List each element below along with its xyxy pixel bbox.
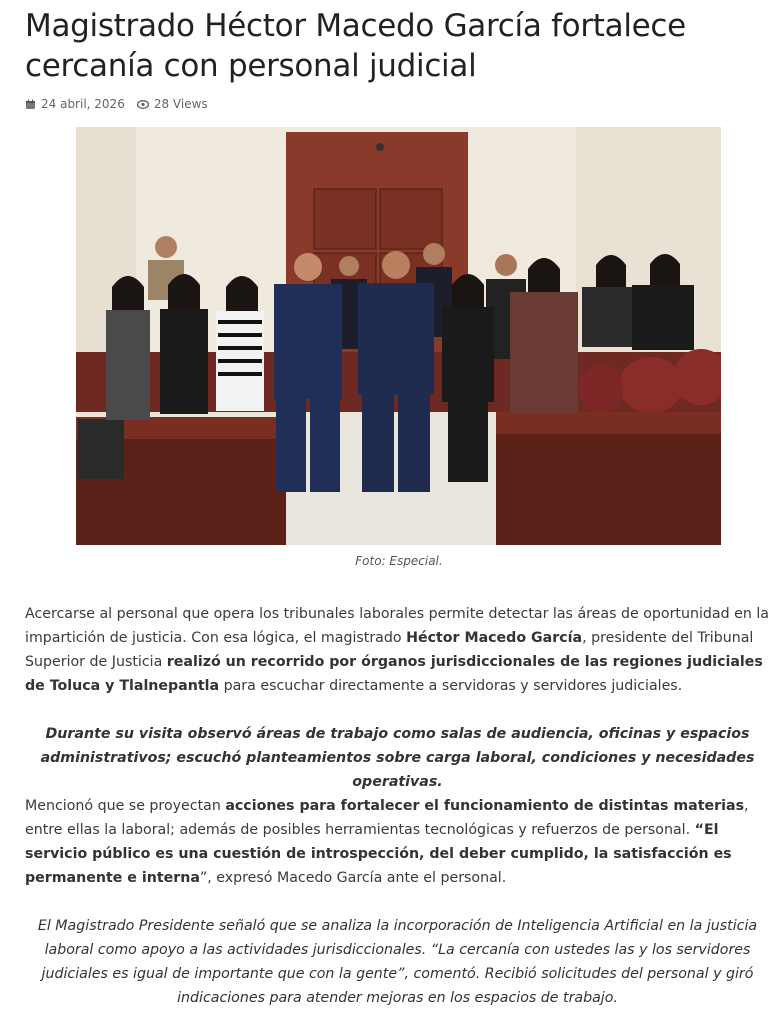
p2-text-3: ”, expresó Macedo García ante el personal.: [199, 870, 507, 886]
article-title: Magistrado Héctor Macedo García fortalece cercanía con personal judicial: [25, 8, 686, 84]
views-count: 28 Views: [153, 97, 208, 111]
group-photo-illustration: [76, 127, 721, 545]
p1-bold-recorrido: realizó un recorrido por órganos jurisdiccionales de las regiones judiciales de Toluca y Tlalnepantla: [25, 654, 763, 694]
q2-text-1: El Magistrado Presidente señaló que se analiza la incorporación de Inteligencia Artificial en la justicia laboral como apoyo a las actividades jurisdiccionales.: [37, 918, 758, 958]
p1-text-2: , presidente del Tribunal Superior de Justicia: [25, 630, 754, 670]
paragraph-actions: [25, 794, 770, 890]
eye-icon: [137, 100, 149, 109]
photo-caption: Foto: Especial.: [355, 554, 443, 568]
quote-visit: Durante su visita observó áreas de trabajo como salas de audiencia, oficinas y espacios administrativos; escuchó planteamientos sobre carga laboral, condiciones y necesidades operativas.: [40, 726, 755, 790]
paragraph-intro: [25, 602, 770, 698]
article-meta: [25, 97, 220, 111]
calendar-icon: [25, 99, 36, 110]
q2-text-2: “La cercanía con ustedes las y los servidores judiciales es igual de importante que con la gente”: [41, 942, 751, 982]
p1-bold-name: Héctor Macedo García: [406, 630, 583, 646]
p2-text-2: , entre ellas la laboral; además de posibles herramientas tecnológicas y refuerzos de personal.: [25, 798, 749, 838]
q2-text-3: , comentó. Recibió solicitudes del personal y giró indicaciones para atender mejoras en los espacios de trabajo.: [177, 966, 754, 1006]
p2-bold-actions: acciones para fortalecer el funcionamiento de distintas materias: [225, 798, 745, 814]
article-photo: [76, 127, 721, 545]
p1-text-3: para escuchar directamente a servidoras y servidores judiciales.: [219, 678, 683, 694]
p2-bold-quote: “El servicio público es una cuestión de introspección, del deber cumplido, la satisfacción es permanente e interna: [25, 822, 732, 886]
date-meta: [25, 97, 125, 111]
publish-date: 24 abril, 2026: [41, 97, 125, 111]
p1-text-1: Acercarse al personal que opera los tribunales laborales permite detectar las áreas de oportunidad en la impartición de justicia. Con esa lógica, el magistrado: [25, 606, 770, 646]
p2-text-1: Mencionó que se proyectan: [25, 798, 226, 814]
quote-ai: [25, 914, 770, 1010]
views-meta: [137, 97, 208, 111]
